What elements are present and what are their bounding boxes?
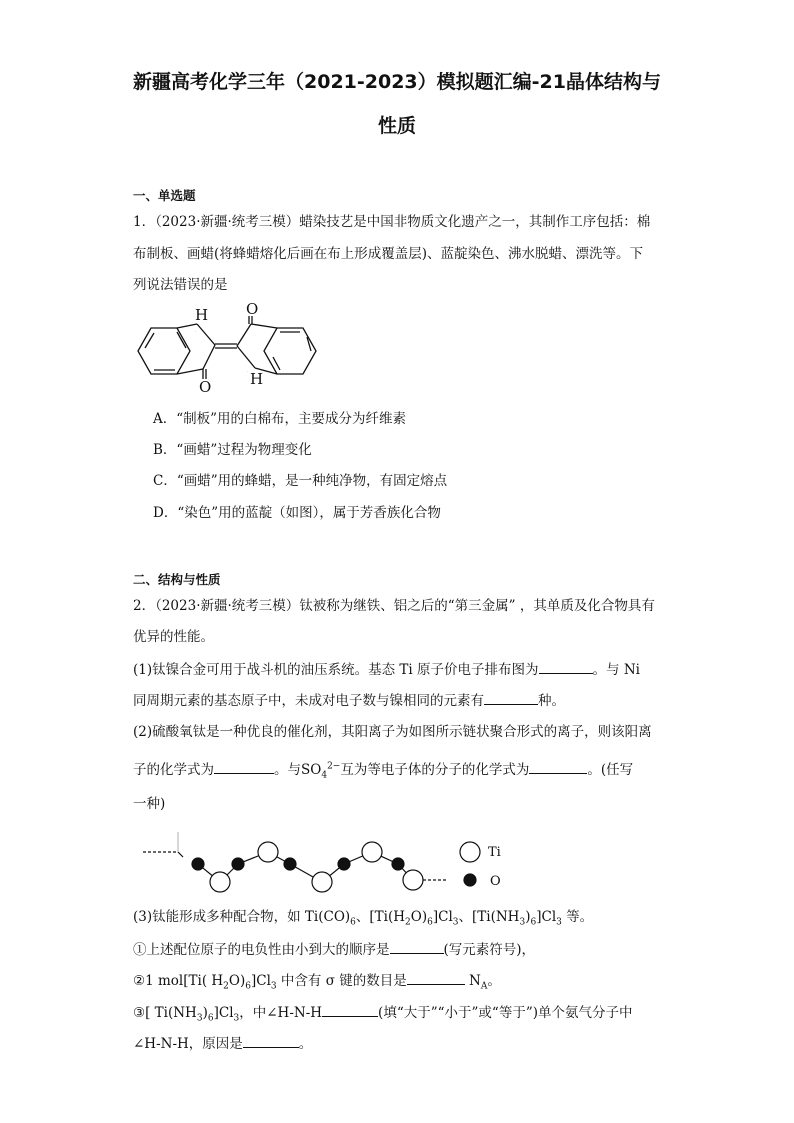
subscript: 3 <box>233 1013 240 1024</box>
q2-part3-sub1 <box>133 939 535 960</box>
titanium-atom <box>258 842 278 862</box>
oxygen-atom <box>192 858 204 870</box>
oxygen-atom <box>338 858 350 870</box>
q2-part2-line3: 一种) <box>133 796 166 812</box>
answer-blank[interactable] <box>539 659 593 674</box>
answer-blank[interactable] <box>214 759 274 774</box>
q1-text-line2: 布制板、画蜡(将蜂蜡熔化后画在布上形成覆盖层)、蓝靛染色、沸水脱蜡、漂洗等。下 <box>133 246 644 262</box>
titanium-atom <box>403 870 423 890</box>
answer-blank[interactable] <box>390 939 444 954</box>
q2-part1-text-a: (1)钛镍合金可用于战斗机的油压系统。基态 Ti 原子价电子排布图为 <box>133 662 539 678</box>
indigo-atom-o-bottom: O <box>199 378 212 392</box>
titanium-atom <box>362 842 382 862</box>
subscript: 2 <box>405 917 411 928</box>
q2-sub3-text-c: ∠H-N-H，原因是 <box>133 1036 243 1052</box>
q2-part3-sub3 <box>133 1002 633 1023</box>
indigo-atom-h-top: H <box>195 306 209 324</box>
q2-sub1-text-b: (写元素符号)， <box>443 942 536 958</box>
q2-part1-text-b: 。与 Ni <box>592 662 640 678</box>
formula-text: 、[Ti(H <box>355 909 406 925</box>
q2-part2-text-d: 互为等电子体的分子的化学式为 <box>340 762 530 778</box>
answer-blank[interactable] <box>243 1033 299 1048</box>
q2-text-line1: 2．（2023·新疆·统考三模）钛被称为继铁、铝之后的“第三金属” ，其单质及化合物具有 <box>133 598 655 614</box>
sulfate-subscript: 4 <box>321 770 328 781</box>
q2-part2-text-c: 。与SO <box>274 762 322 778</box>
indigo-structure-figure <box>133 300 333 392</box>
formula-text: ) <box>202 1005 208 1021</box>
subscript: 3 <box>452 917 459 928</box>
page-title-line2: 性质 <box>377 115 416 137</box>
formula-text: ]Cl <box>213 1005 234 1021</box>
subscript: 3 <box>556 917 562 928</box>
legend-titanium-marker <box>460 842 480 862</box>
q2-part1-line2 <box>133 690 565 711</box>
subscript: 6 <box>530 917 537 928</box>
subscript: 2 <box>223 981 229 992</box>
q1-option-b: B．“画蜡”过程为物理变化 <box>153 442 312 458</box>
legend-label-o: O <box>490 874 501 889</box>
formula-text: ]Cl <box>250 973 271 989</box>
q2-part2-text-e: 。(任写 <box>587 762 634 778</box>
answer-blank[interactable] <box>407 970 465 985</box>
q1-text-line3: 列说法错误的是 <box>133 277 228 293</box>
formula-text: N <box>464 973 481 989</box>
formula-text: ③[ Ti(NH <box>133 1005 197 1021</box>
subscript: 6 <box>207 1013 214 1024</box>
q1-text-line1: 1．（2023·新疆·统考三模）蜡染技艺是中国非物质文化遗产之一，其制作工序包括：棉 <box>133 214 651 230</box>
q2-sub2-text: 中含有 σ 键的数目是 <box>276 973 407 989</box>
subscript: 3 <box>270 981 277 992</box>
subscript: A <box>480 981 488 992</box>
q2-part3-line1 <box>133 907 593 927</box>
q2-part1-text-d: 种。 <box>538 693 565 709</box>
q1-option-a: A．“制板”用的白棉布，主要成分为纤维素 <box>153 411 407 427</box>
subscript: 3 <box>519 917 526 928</box>
q2-part3-text: (3)钛能形成多种配合物，如 Ti(CO) <box>133 909 351 925</box>
answer-blank[interactable] <box>529 759 587 774</box>
q2-sub3-text: ，中∠H-N-H <box>239 1005 323 1021</box>
page-title: 新疆高考化学三年（2021-2023）模拟题汇编-21晶体结构与 <box>133 71 661 93</box>
q2-part1-line1 <box>133 659 640 680</box>
titanyl-chain-figure <box>138 830 518 900</box>
q2-sub3-text-b: (填“大于”“小于”或“等于”)单个氨气分子中 <box>378 1005 633 1021</box>
q1-option-d: D．“染色”用的蓝靛（如图），属于芳香族化合物 <box>153 505 441 521</box>
legend-label-ti: Ti <box>488 845 501 860</box>
section-heading-single-choice: 一、单选题 <box>133 188 196 203</box>
oxygen-atom <box>284 858 296 870</box>
q2-part2-line1: (2)硫酸氧钛是一种优良的催化剂，其阳离子为如图所示链状聚合形式的离子，则该阳离 <box>133 724 652 740</box>
subscript: 6 <box>350 917 356 928</box>
formula-text: 、[Ti(NH <box>458 909 520 925</box>
formula-text: ) <box>525 909 531 925</box>
formula-text: 等。 <box>561 909 594 925</box>
answer-blank[interactable] <box>322 1002 378 1017</box>
answer-blank[interactable] <box>484 690 538 705</box>
legend-oxygen-marker <box>464 874 476 886</box>
indigo-atom-o-top: O <box>246 300 259 318</box>
titanium-atom <box>312 872 332 892</box>
oxygen-atom <box>232 858 244 870</box>
indigo-atom-n-bottom: N <box>247 372 248 373</box>
formula-text: O) <box>228 973 246 989</box>
formula-text: ]Cl <box>536 909 557 925</box>
subscript: 6 <box>245 981 251 992</box>
q2-part2-line2 <box>133 759 633 780</box>
q2-part3-sub2 <box>133 970 501 991</box>
q2-part3-sub3-line2 <box>133 1033 312 1054</box>
q1-option-c: C．“画蜡”用的蜂蜡，是一种纯净物，有固定熔点 <box>153 473 448 489</box>
q2-part2-text-b: 子的化学式为 <box>133 762 214 778</box>
titanium-atom <box>210 872 230 892</box>
q2-text-line2: 优异的性能。 <box>133 629 214 645</box>
formula-text: 。 <box>487 973 501 989</box>
formula-text: ]Cl <box>432 909 453 925</box>
indigo-atom-n-top: N <box>195 332 196 333</box>
sulfate-charge: 2− <box>327 761 341 772</box>
formula-text: ②1 mol[Ti( H <box>133 973 224 989</box>
subscript: 3 <box>196 1013 203 1024</box>
q2-sub3-text-d: 。 <box>298 1036 313 1052</box>
section-heading-structure: 二、结构与性质 <box>133 572 221 587</box>
q2-part1-text-c: 同周期元素的基态原子中，未成对电子数与镍相同的元素有 <box>133 693 484 709</box>
formula-text: O) <box>410 909 428 925</box>
indigo-atom-h-bottom: H <box>250 370 264 388</box>
subscript: 6 <box>427 917 433 928</box>
q2-sub1-text: ①上述配位原子的电负性由小到大的顺序是 <box>133 942 390 958</box>
oxygen-atom <box>392 858 404 870</box>
